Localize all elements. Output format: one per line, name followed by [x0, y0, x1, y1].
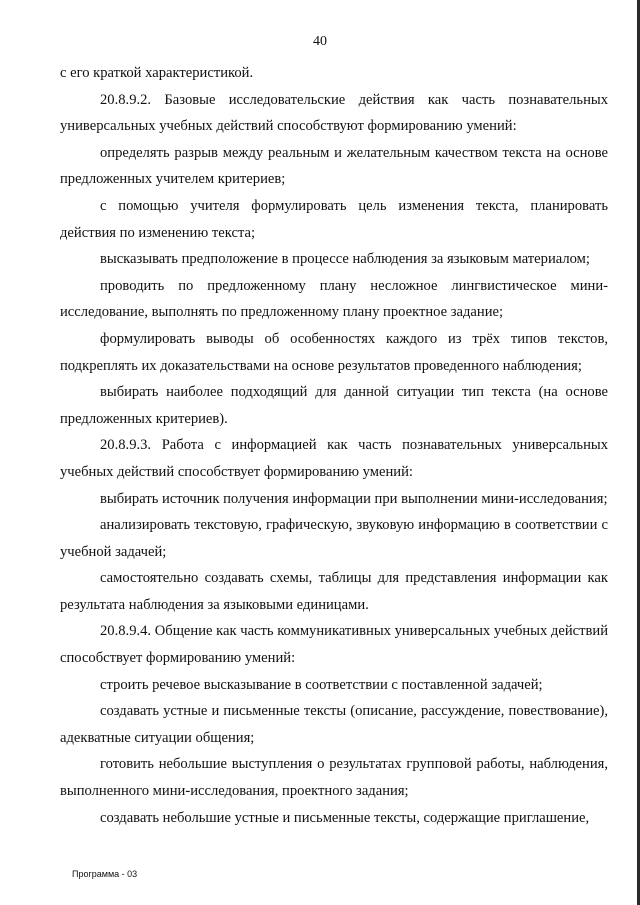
list-item: анализировать текстовую, графическую, звуковую информацию в соответствии с учебной задачей;	[60, 517, 608, 560]
footer-label: Программа - 03	[72, 869, 138, 879]
list-item: создавать устные и письменные тексты (описание, рассуждение, повествование), адекватные ситуации общения;	[60, 703, 608, 746]
page-number: 40	[313, 34, 327, 49]
list-item: выбирать источник получения информации при выполнении мини-исследования;	[100, 490, 608, 507]
list-item: создавать небольшие устные и письменные тексты, содержащие приглашение,	[100, 809, 590, 826]
document-body	[60, 60, 608, 831]
section-heading-paragraph: 20.8.9.2. Базовые исследовательские действия как часть познавательных универсальных учебных действий способствуют формированию умений:	[60, 91, 608, 135]
list-item: самостоятельно создавать схемы, таблицы для представления информации как результата наблюдения за языковыми единицами.	[60, 570, 608, 613]
list-item: с помощью учителя формулировать цель изменения текста, планировать действия по изменению текста;	[60, 197, 608, 241]
list-item: выбирать наиболее подходящий для данной ситуации тип текста (на основе предложенных критериев).	[60, 384, 608, 427]
paragraph: с его краткой характеристикой.	[60, 65, 254, 81]
list-item: готовить небольшие выступления о результатах групповой работы, наблюдения, выполненного мини-исследования, проектного задания;	[60, 756, 608, 800]
list-item: формулировать выводы об особенностях каждого из трёх типов текстов, подкреплять их доказательствами на основе результатов проведенного наблюдения;	[60, 330, 608, 374]
section-heading-paragraph: 20.8.9.3. Работа с информацией как часть познавательных универсальных учебных действий способствует формированию умений:	[60, 437, 608, 480]
list-item: определять разрыв между реальным и желательным качеством текста на основе предложенных учителем критериев;	[60, 144, 608, 188]
list-item: строить речевое высказывание в соответствии с поставленной задачей;	[100, 676, 543, 693]
section-heading-paragraph: 20.8.9.4. Общение как часть коммуникативных универсальных учебных действий способствует формированию умений:	[60, 623, 609, 667]
list-item: высказывать предположение в процессе наблюдения за языковым материалом;	[100, 251, 590, 268]
list-item: проводить по предложенному плану несложное лингвистическое мини-исследование, выполнять по предложенному плану проектное задание;	[60, 277, 608, 321]
